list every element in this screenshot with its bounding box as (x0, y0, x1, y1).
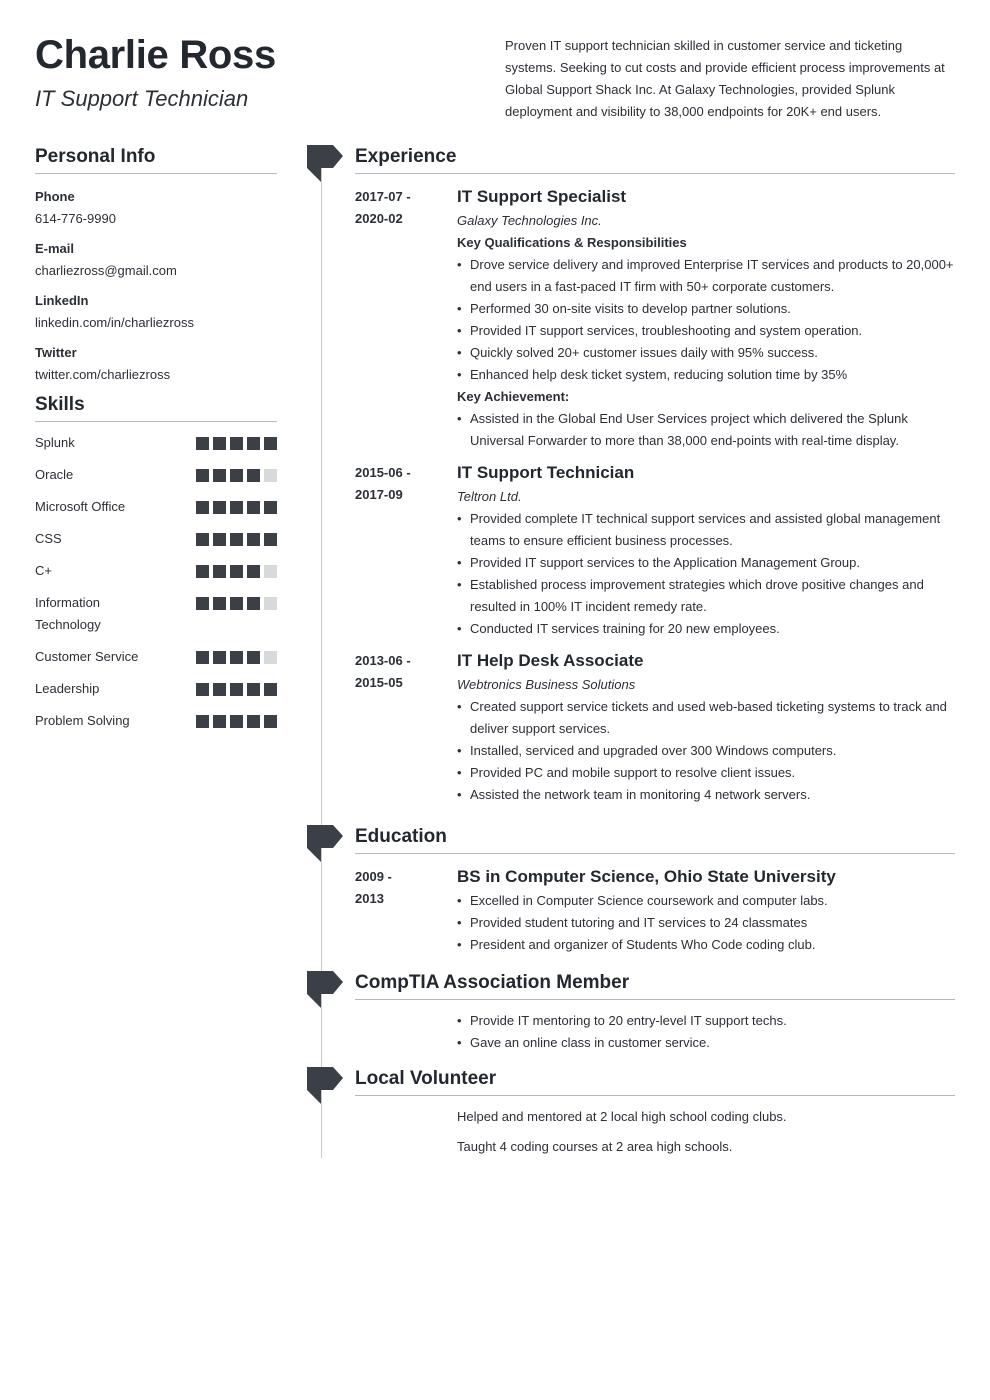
info-value: 614-776-9990 (35, 211, 116, 226)
skill-name: CSS (35, 531, 62, 546)
personal-info-list (35, 186, 277, 386)
volunteer-heading: Local Volunteer (355, 1068, 955, 1096)
skill-dot-filled (230, 437, 243, 450)
skill-dot-filled (213, 533, 226, 546)
skill-dot-filled (230, 683, 243, 696)
bullet-item: • Excelled in Computer Science coursework and computer labs. (457, 890, 955, 912)
info-label: Phone (35, 189, 75, 204)
volunteer-section (355, 1068, 955, 1166)
bullet-item: • Provided complete IT technical support services and assisted global management teams to ensure efficient business processes. (457, 508, 955, 552)
skill-dot-filled (247, 651, 260, 664)
skill-dot-filled (247, 501, 260, 514)
skill-dot-filled (196, 651, 209, 664)
info-twitter (35, 342, 277, 386)
skill-dot-filled (196, 533, 209, 546)
skill-level-meter (196, 437, 277, 450)
job-entry (355, 462, 955, 640)
skill-dot-filled (264, 683, 277, 696)
skill-dot-filled (213, 501, 226, 514)
bullet-item: • Created support service tickets and used web-based ticketing systems to track and deliver support services. (457, 696, 955, 740)
skill-level-meter (196, 533, 277, 546)
date-start: 2017-07 - (355, 189, 411, 204)
personal-info-heading: Personal Info (35, 146, 277, 174)
skill-dot-filled (264, 501, 277, 514)
skill-dot-filled (230, 651, 243, 664)
job-dates (355, 650, 450, 694)
summary-text: Proven IT support technician skilled in customer service and ticketing systems. Seeking to cut costs and provide efficient process improvements at Global Support Shack Inc. At Galaxy Technologies, provided Splunk deployment and visibility to 38,000 endpoints for 20K+ end users. (505, 38, 945, 119)
candidate-name: Charlie Ross (35, 33, 276, 77)
skill-dot-filled (247, 715, 260, 728)
volunteer-line: Helped and mentored at 2 local high school coding clubs. (457, 1109, 787, 1124)
date-start: 2009 - (355, 869, 392, 884)
volunteer-line: Taught 4 coding courses at 2 area high schools. (457, 1139, 733, 1154)
skill-dot-filled (213, 469, 226, 482)
job-entry (355, 186, 955, 452)
date-start: 2013-06 - (355, 653, 411, 668)
skill-dot-filled (196, 715, 209, 728)
skill-dot-filled (230, 715, 243, 728)
date-end: 2017-09 (355, 487, 403, 502)
skill-dot-filled (196, 565, 209, 578)
bullet-item: • Installed, serviced and upgraded over 300 Windows computers. (457, 740, 955, 762)
skill-dot-filled (247, 597, 260, 610)
bullet-item: • Quickly solved 20+ customer issues daily with 95% success. (457, 342, 955, 364)
job-role: IT Help Desk Associate (457, 651, 644, 670)
skill-dot-filled (213, 565, 226, 578)
skill-row (35, 432, 277, 454)
skill-level-meter (196, 715, 277, 728)
skill-level-meter (196, 597, 277, 610)
bullet-item: • President and organizer of Students Who Code coding club. (457, 934, 955, 956)
info-value: linkedin.com/in/charliezross (35, 315, 194, 330)
skill-dot-filled (196, 437, 209, 450)
skills-heading: Skills (35, 394, 277, 422)
info-phone (35, 186, 277, 230)
experience-section (355, 146, 955, 806)
bullet-item: • Gave an online class in customer service. (457, 1032, 955, 1054)
bullet-item: • Assisted the network team in monitoring 4 network servers. (457, 784, 955, 806)
job-role: IT Support Specialist (457, 187, 627, 206)
skill-dot-filled (247, 437, 260, 450)
skill-dot-filled (230, 533, 243, 546)
job-role: IT Support Technician (457, 463, 635, 482)
date-end: 2013 (355, 891, 384, 906)
skill-dot-empty (264, 565, 277, 578)
skill-name: Information Technology (35, 595, 101, 632)
job-entry (355, 650, 955, 806)
education-flag-icon (307, 825, 343, 862)
skill-dot-filled (230, 469, 243, 482)
job-bullets (457, 696, 955, 806)
skill-dot-filled (247, 683, 260, 696)
skill-dot-empty (264, 651, 277, 664)
job-company: Teltron Ltd. (457, 489, 522, 504)
skill-dot-filled (196, 469, 209, 482)
skill-row (35, 710, 277, 732)
skill-level-meter (196, 565, 277, 578)
bullet-item: • Drove service delivery and improved Enterprise IT services and products to 20,000+ end users in a fast-paced IT firm with 50+ corporate customers. (457, 254, 955, 298)
info-value: charliezross@gmail.com (35, 263, 177, 278)
info-linkedin (35, 290, 277, 334)
skill-dot-filled (230, 565, 243, 578)
skill-row (35, 528, 277, 550)
info-label: LinkedIn (35, 293, 89, 308)
experience-heading: Experience (355, 146, 955, 174)
volunteer-entry (355, 1106, 955, 1158)
comptia-section (355, 972, 955, 1054)
info-label: Twitter (35, 345, 77, 360)
skill-dot-filled (213, 651, 226, 664)
skill-name: Splunk (35, 435, 75, 450)
timeline-line (321, 168, 322, 1158)
skill-row (35, 592, 277, 636)
skill-dot-empty (264, 597, 277, 610)
job-company: Galaxy Technologies Inc. (457, 213, 602, 228)
skill-dot-filled (247, 533, 260, 546)
skill-dot-filled (196, 683, 209, 696)
skill-dot-filled (196, 597, 209, 610)
skill-dot-filled (213, 715, 226, 728)
date-end: 2015-05 (355, 675, 403, 690)
info-value: twitter.com/charliezross (35, 367, 171, 382)
bullet-item: • Provided IT support services to the Application Management Group. (457, 552, 955, 574)
skill-dot-filled (213, 683, 226, 696)
skill-level-meter (196, 469, 277, 482)
skill-name: Problem Solving (35, 713, 130, 728)
skill-dot-filled (264, 437, 277, 450)
comptia-flag-icon (307, 971, 343, 1008)
comptia-heading: CompTIA Association Member (355, 972, 955, 1000)
skill-row (35, 646, 277, 668)
bullet-item: • Assisted in the Global End User Services project which delivered the Splunk Universal Forwarder to more than 38,000 end-points with real-time display. (457, 408, 955, 452)
date-start: 2015-06 - (355, 465, 411, 480)
skill-row (35, 464, 277, 486)
skill-dot-filled (264, 715, 277, 728)
skill-dot-filled (196, 501, 209, 514)
skill-name: C+ (35, 563, 52, 578)
skill-dot-filled (213, 597, 226, 610)
experience-flag-icon (307, 145, 343, 182)
education-entry (355, 866, 955, 956)
skill-dot-filled (247, 469, 260, 482)
education-dates (355, 866, 450, 910)
candidate-title: IT Support Technician (35, 86, 249, 111)
skill-row (35, 560, 277, 582)
bullet-item: • Provided IT support services, troubleshooting and system operation. (457, 320, 955, 342)
date-end: 2020-02 (355, 211, 403, 226)
skill-name: Leadership (35, 681, 100, 696)
bullet-item: • Provided student tutoring and IT services to 24 classmates (457, 912, 955, 934)
bullet-item: • Established process improvement strategies which drove positive changes and resulted in 100% IT incident remedy rate. (457, 574, 955, 618)
skill-name: Oracle (35, 467, 74, 482)
skill-level-meter (196, 651, 277, 664)
bullet-item: • Provided PC and mobile support to resolve client issues. (457, 762, 955, 784)
comptia-entry (355, 1010, 955, 1054)
info-label: E-mail (35, 241, 75, 256)
education-section (355, 826, 955, 956)
bullet-item: • Conducted IT services training for 20 new employees. (457, 618, 955, 640)
skill-dot-filled (213, 437, 226, 450)
comptia-bullets (457, 1010, 955, 1054)
skills-list (35, 432, 277, 732)
education-degree: BS in Computer Science, Ohio State University (457, 867, 836, 886)
education-heading: Education (355, 826, 955, 854)
job-dates (355, 462, 450, 506)
job-company: Webtronics Business Solutions (457, 677, 636, 692)
skill-dot-filled (230, 501, 243, 514)
bullet-item: • Performed 30 on-site visits to develop partner solutions. (457, 298, 955, 320)
skill-dot-empty (264, 469, 277, 482)
job-subheading: Key Achievement: (457, 389, 570, 404)
skill-dot-filled (264, 533, 277, 546)
skill-level-meter (196, 683, 277, 696)
skill-dot-filled (247, 565, 260, 578)
job-bullets (457, 508, 955, 640)
bullet-item: • Enhanced help desk ticket system, reducing solution time by 35% (457, 364, 955, 386)
skill-name: Microsoft Office (35, 499, 126, 514)
skill-dot-filled (230, 597, 243, 610)
bullet-item: • Provide IT mentoring to 20 entry-level IT support techs. (457, 1010, 955, 1032)
skill-level-meter (196, 501, 277, 514)
skill-row (35, 496, 277, 518)
job-bullets (457, 254, 955, 386)
job-bullets (457, 408, 955, 452)
volunteer-flag-icon (307, 1067, 343, 1104)
job-dates (355, 186, 450, 230)
skill-row (35, 678, 277, 700)
job-subheading: Key Qualifications & Responsibilities (457, 235, 687, 250)
info-email (35, 238, 277, 282)
skill-name: Customer Service (35, 649, 139, 664)
education-bullets (457, 890, 955, 956)
left-column (35, 146, 277, 742)
